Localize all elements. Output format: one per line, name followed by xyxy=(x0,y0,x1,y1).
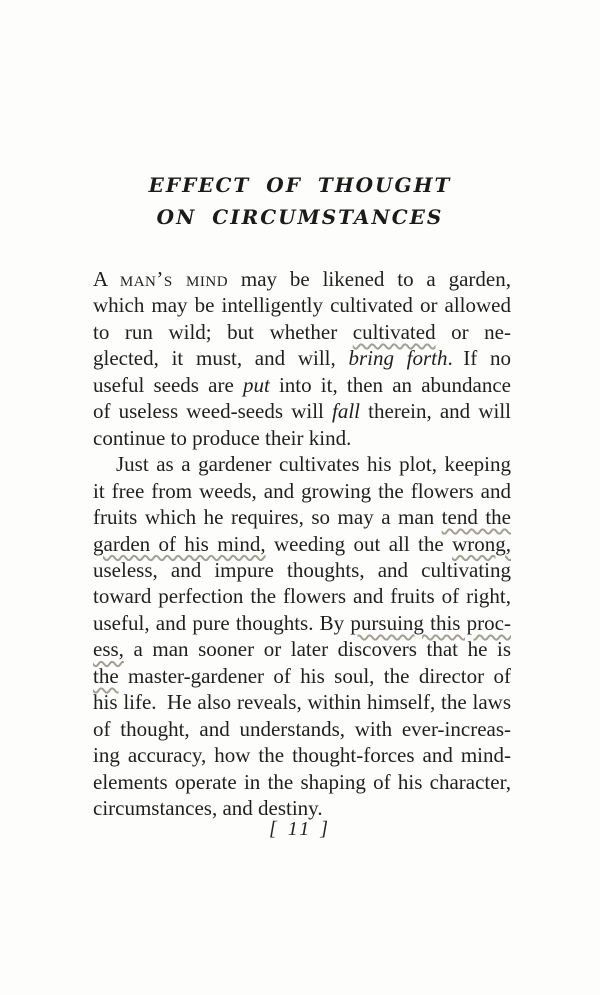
text-line xyxy=(93,557,511,583)
pencil-underlined-text: pursuing this proc- xyxy=(350,610,511,635)
text-run: elements operate in the shaping of his character, xyxy=(93,769,511,794)
text-run: useful, and pure thoughts. By xyxy=(93,610,351,635)
pencil-underlined-text: wrong, xyxy=(452,531,511,556)
text-run: into it, then an abundance xyxy=(269,372,511,397)
smallcaps-text: man’s mind xyxy=(119,267,229,291)
text-run: A xyxy=(93,267,120,291)
text-line xyxy=(93,610,511,636)
text-line xyxy=(93,504,511,530)
text-run: continue to produce their kind. xyxy=(93,425,352,450)
pencil-underlined-text: garden of his mind, xyxy=(93,531,266,556)
body-text xyxy=(93,266,511,822)
italic-text: put xyxy=(242,372,270,397)
text-run: which may be intelligently cultivated or allowed xyxy=(93,293,511,318)
text-line xyxy=(93,319,511,345)
text-run: may be likened to a garden, xyxy=(228,267,511,291)
text-line xyxy=(93,531,511,557)
text-run: fruits which he requires, so may a man xyxy=(93,505,442,530)
text-run: ing accuracy, how the thought-forces and mind- xyxy=(93,743,511,768)
text-line xyxy=(93,398,511,424)
pencil-underlined-text: the xyxy=(93,663,119,688)
text-line xyxy=(93,425,511,451)
text-run: Just as a gardener cultivates his plot, keeping xyxy=(116,452,511,477)
text-run: his life. He also reveals, within himself, the laws xyxy=(93,690,511,715)
italic-text: fall xyxy=(332,399,361,424)
text-run: master-gardener of his soul, the director of xyxy=(118,663,511,688)
text-run: therein, and will xyxy=(360,399,511,424)
text-run: to run wild; but whether xyxy=(93,319,353,344)
pencil-underlined-text: tend the xyxy=(441,505,511,530)
page-number: [ 11 ] xyxy=(268,818,332,840)
pencil-underlined-text: cultivated xyxy=(352,319,436,344)
text-run: of useless weed-seeds will xyxy=(93,399,333,424)
text-run: a man sooner or later discovers that he is xyxy=(123,637,511,662)
text-line xyxy=(93,266,511,292)
text-run: useful seeds are xyxy=(93,372,243,397)
text-line xyxy=(93,292,511,318)
text-run: circumstances, and destiny. xyxy=(93,796,323,821)
italic-text: bring forth xyxy=(348,346,448,371)
text-line xyxy=(93,636,511,662)
chapter-title-line-2: ON CIRCUMSTANCES xyxy=(156,205,444,229)
text-run: glected, it must, and will, xyxy=(93,346,349,371)
text-line xyxy=(93,769,511,795)
chapter-title xyxy=(0,169,600,233)
text-run: weeding out all the xyxy=(265,531,453,556)
text-line xyxy=(93,663,511,689)
text-run: useless, and impure thoughts, and cultivating xyxy=(93,557,511,582)
text-run: of thought, and understands, with ever-increas- xyxy=(93,716,511,741)
chapter-title-line-1: EFFECT OF THOUGHT xyxy=(148,173,452,197)
text-line xyxy=(93,345,511,371)
text-run: or ne- xyxy=(435,319,512,344)
text-line xyxy=(93,742,511,768)
pencil-underlined-text: ess, xyxy=(93,637,124,662)
text-line xyxy=(93,716,511,742)
text-line xyxy=(93,478,511,504)
text-line xyxy=(93,451,511,477)
text-line xyxy=(93,583,511,609)
text-line xyxy=(93,372,511,398)
text-line xyxy=(93,689,511,715)
text-run: it free from weeds, and growing the flowers and xyxy=(93,478,511,503)
text-run: toward perfection the flowers and fruits of right, xyxy=(93,584,511,609)
text-run: . If no xyxy=(447,346,511,371)
